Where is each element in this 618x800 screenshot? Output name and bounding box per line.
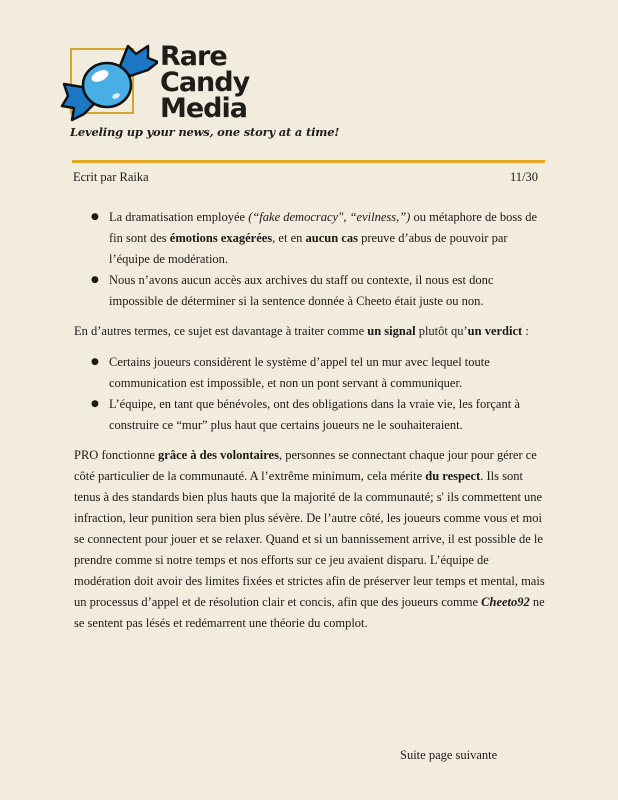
continued-note: Suite page suivante — [400, 748, 498, 762]
bold-emphasis: grâce à des volontaires — [158, 448, 279, 462]
brand-tagline: Leveling up your news, one story at a time! — [70, 125, 340, 139]
article-body — [74, 207, 545, 634]
bold-emphasis: émotions exagérées — [169, 231, 273, 245]
quoted-phrases: (“fake democracy", “evilness,”) — [248, 210, 411, 224]
username-emphasis: Cheeto92 — [481, 595, 530, 609]
candy-icon — [58, 40, 158, 122]
brand-name — [160, 41, 250, 124]
paragraph-main: PRO fonctionne grâce à des volontaires, personnes se connectant chaque jour pour gérer ce côté particulier de la communauté. A l’extrême minimum, cela mérite du respect. Ils sont tenus à des standards bien plus hauts que la majorité de la communauté; s' ils commettent une infraction, leur punition sera bien plus sévère. De l’autre côté, les joueurs comme vous et moi se connectent pour jouer et se relaxer. Quand et si un bannissement arrive, il est possible de le prendre comme si notre temps et nos efforts sur ce jeu avaient disparu. L’équipe de modération doit avoir des limites fixées et strictes afin de préserver leur temps et mental, mais un processus d’appel et de résolution clair et concis, afin que des joueurs comme Cheeto92 ne se sentent pas lésés et redémarrent une théorie du complot. — [74, 448, 545, 630]
page-number: 11/30 — [510, 170, 539, 184]
list-item: ● La dramatisation employée (“fake democracy", “evilness,”) ou métaphore de boss de fin sont des émotions exagérées, et en aucun cas preuve d’abus de pouvoir par l’équipe de modération. — [109, 207, 545, 270]
brand-line-1: Rare — [160, 41, 227, 72]
bullet-list-2 — [74, 352, 545, 436]
list-item: ● Certains joueurs considèrent le système d’appel tel un mur avec lequel toute communication est impossible, et non un pont servant à communiquer. — [109, 352, 545, 394]
author-byline: Ecrit par Raika — [73, 170, 149, 184]
paragraph-summary: En d’autres termes, ce sujet est davantage à traiter comme un signal plutôt qu’un verdict : — [74, 324, 529, 338]
bold-emphasis: un verdict — [467, 324, 523, 338]
list-item: ● L’équipe, en tant que bénévoles, ont des obligations dans la vraie vie, les forçant à construire ce “mur” plus haut que certains joueurs ne le souhaiteraient. — [109, 394, 545, 436]
header-divider — [72, 160, 545, 163]
brand-line-3: Media — [160, 93, 247, 124]
bold-emphasis: du respect — [425, 469, 481, 483]
bold-emphasis: un signal — [367, 324, 416, 338]
list-item: ● Nous n’avons aucun accès aux archives du staff ou contexte, il nous est donc impossible de déterminer si la sentence donnée à Cheeto était juste ou non. — [109, 270, 545, 312]
bold-emphasis: aucun cas — [305, 231, 358, 245]
bullet-list-1 — [74, 207, 545, 312]
brand-line-2: Candy — [160, 67, 250, 98]
